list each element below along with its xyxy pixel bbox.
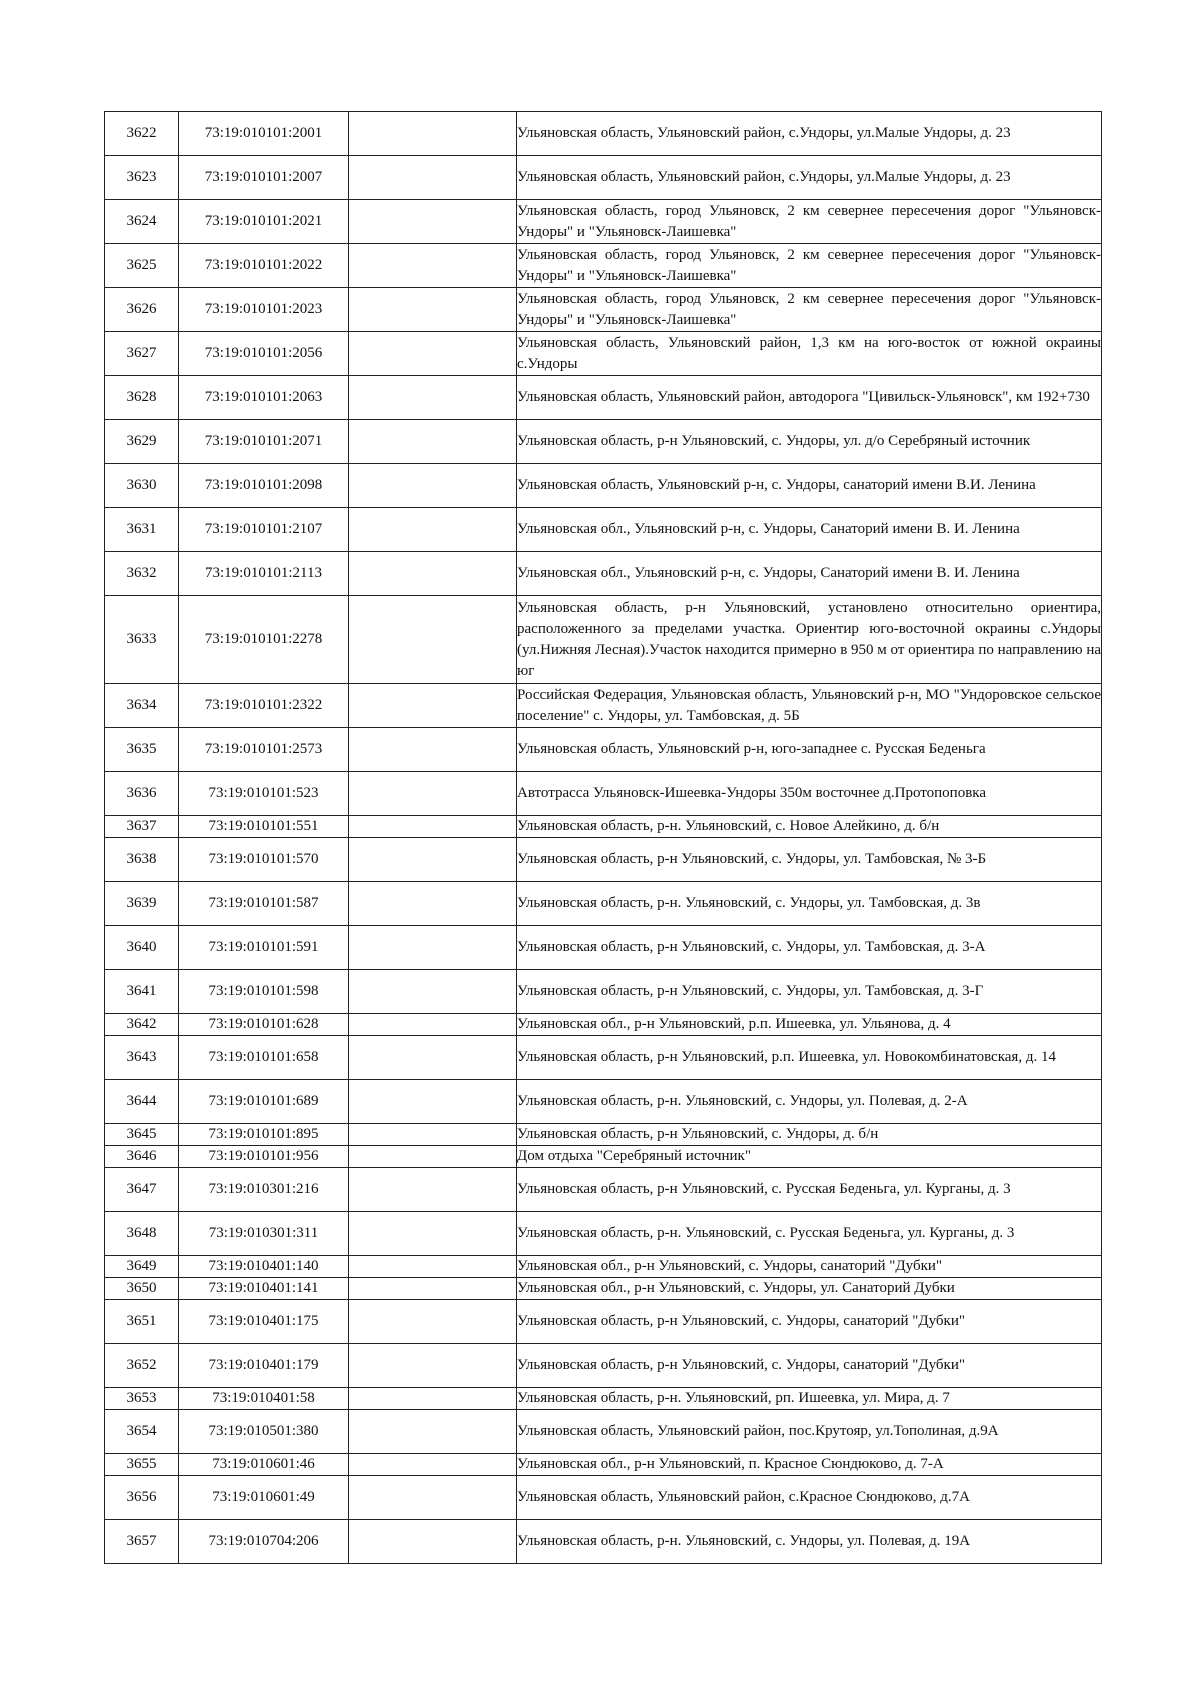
note-cell (349, 464, 517, 508)
address-cell: Ульяновская область, Ульяновский район, 1,3 км на юго-восток от южной окраины с.Ундоры (517, 332, 1102, 376)
cadastral-number-cell: 73:19:010301:216 (179, 1168, 349, 1212)
address-cell: Ульяновская область, р-н. Ульяновский, с. Русская Беденьга, ул. Курганы, д. 3 (517, 1212, 1102, 1256)
cadastral-number-cell: 73:19:010101:2278 (179, 596, 349, 684)
cadastral-number-cell: 73:19:010601:46 (179, 1454, 349, 1476)
note-cell (349, 1080, 517, 1124)
row-number-cell: 3637 (105, 816, 179, 838)
table-row (105, 1080, 1102, 1124)
cadastral-number-cell: 73:19:010601:49 (179, 1476, 349, 1520)
address-cell: Ульяновская область, р-н Ульяновский, установлено относительно ориентира, расположенного за пределами участка. Ориентир юго-восточной окраины с.Ундоры (ул.Нижняя Лесная).Участок находится примерно в 950 м от ориентира по направлению на юг (517, 596, 1102, 684)
table-row (105, 508, 1102, 552)
note-cell (349, 816, 517, 838)
note-cell (349, 1278, 517, 1300)
row-number-cell: 3652 (105, 1344, 179, 1388)
table-row (105, 1300, 1102, 1344)
table-row (105, 1146, 1102, 1168)
note-cell (349, 112, 517, 156)
cadastral-number-cell: 73:19:010101:956 (179, 1146, 349, 1168)
table-row (105, 420, 1102, 464)
address-cell: Ульяновская область, р-н Ульяновский, с. Ундоры, ул. Тамбовская, № 3-Б (517, 838, 1102, 882)
table-row (105, 112, 1102, 156)
row-number-cell: 3644 (105, 1080, 179, 1124)
table-row (105, 1168, 1102, 1212)
cadastral-number-cell: 73:19:010301:311 (179, 1212, 349, 1256)
table-body (105, 112, 1102, 1564)
table-row (105, 156, 1102, 200)
address-cell: Ульяновская область, Ульяновский район, с.Красное Сюндюково, д.7А (517, 1476, 1102, 1520)
cadastral-number-cell: 73:19:010704:206 (179, 1520, 349, 1564)
note-cell (349, 838, 517, 882)
address-cell: Ульяновская область, Ульяновский р-н, с. Ундоры, санаторий имени В.И. Ленина (517, 464, 1102, 508)
row-number-cell: 3624 (105, 200, 179, 244)
row-number-cell: 3640 (105, 926, 179, 970)
note-cell (349, 970, 517, 1014)
note-cell (349, 508, 517, 552)
table-row (105, 1256, 1102, 1278)
row-number-cell: 3638 (105, 838, 179, 882)
note-cell (349, 1454, 517, 1476)
row-number-cell: 3657 (105, 1520, 179, 1564)
cadastral-number-cell: 73:19:010101:2098 (179, 464, 349, 508)
table-row (105, 882, 1102, 926)
address-cell: Ульяновская область, р-н Ульяновский, с. Ундоры, санаторий "Дубки" (517, 1300, 1102, 1344)
note-cell (349, 882, 517, 926)
cadastral-number-cell: 73:19:010101:658 (179, 1036, 349, 1080)
address-cell: Ульяновская область, р-н Ульяновский, с. Ундоры, д. б/н (517, 1124, 1102, 1146)
row-number-cell: 3633 (105, 596, 179, 684)
address-cell: Ульяновская область, р-н Ульяновский, с. Ундоры, ул. Тамбовская, д. 3-Г (517, 970, 1102, 1014)
note-cell (349, 772, 517, 816)
note-cell (349, 288, 517, 332)
address-cell: Ульяновская область, Ульяновский район, с.Ундоры, ул.Малые Ундоры, д. 23 (517, 112, 1102, 156)
table-row (105, 552, 1102, 596)
table-row (105, 464, 1102, 508)
table-row (105, 596, 1102, 684)
address-cell: Ульяновская область, Ульяновский район, с.Ундоры, ул.Малые Ундоры, д. 23 (517, 156, 1102, 200)
row-number-cell: 3639 (105, 882, 179, 926)
note-cell (349, 684, 517, 728)
note-cell (349, 1146, 517, 1168)
row-number-cell: 3655 (105, 1454, 179, 1476)
row-number-cell: 3642 (105, 1014, 179, 1036)
row-number-cell: 3625 (105, 244, 179, 288)
address-cell: Автотрасса Ульяновск-Ишеевка-Ундоры 350м восточнее д.Протопоповка (517, 772, 1102, 816)
address-cell: Ульяновская область, р-н Ульяновский, р.п. Ишеевка, ул. Новокомбинатовская, д. 14 (517, 1036, 1102, 1080)
address-cell: Ульяновская обл., р-н Ульяновский, п. Красное Сюндюково, д. 7-А (517, 1454, 1102, 1476)
cadastral-number-cell: 73:19:010101:2113 (179, 552, 349, 596)
row-number-cell: 3648 (105, 1212, 179, 1256)
cadastral-number-cell: 73:19:010101:591 (179, 926, 349, 970)
cadastral-number-cell: 73:19:010101:2022 (179, 244, 349, 288)
table-row (105, 288, 1102, 332)
row-number-cell: 3628 (105, 376, 179, 420)
address-cell: Ульяновская область, р-н. Ульяновский, с. Ундоры, ул. Тамбовская, д. 3в (517, 882, 1102, 926)
cadastral-number-cell: 73:19:010101:598 (179, 970, 349, 1014)
cadastral-number-cell: 73:19:010101:2322 (179, 684, 349, 728)
cadastral-number-cell: 73:19:010101:895 (179, 1124, 349, 1146)
table-row (105, 1520, 1102, 1564)
table-row (105, 1344, 1102, 1388)
address-cell: Ульяновская область, р-н Ульяновский, с. Русская Беденьга, ул. Курганы, д. 3 (517, 1168, 1102, 1212)
land-registry-table (104, 111, 1102, 1564)
table-row (105, 1410, 1102, 1454)
table-row (105, 1454, 1102, 1476)
address-cell: Ульяновская область, город Ульяновск, 2 км севернее пересечения дорог "Ульяновск-Ундоры" и "Ульяновск-Лаишевка" (517, 244, 1102, 288)
row-number-cell: 3641 (105, 970, 179, 1014)
cadastral-number-cell: 73:19:010101:2071 (179, 420, 349, 464)
cadastral-number-cell: 73:19:010401:175 (179, 1300, 349, 1344)
note-cell (349, 1168, 517, 1212)
table-row (105, 1036, 1102, 1080)
row-number-cell: 3622 (105, 112, 179, 156)
note-cell (349, 1410, 517, 1454)
cadastral-number-cell: 73:19:010101:2007 (179, 156, 349, 200)
row-number-cell: 3635 (105, 728, 179, 772)
row-number-cell: 3650 (105, 1278, 179, 1300)
cadastral-number-cell: 73:19:010101:2573 (179, 728, 349, 772)
note-cell (349, 156, 517, 200)
address-cell: Ульяновская область, р-н Ульяновский, с. Ундоры, ул. Тамбовская, д. 3-А (517, 926, 1102, 970)
note-cell (349, 926, 517, 970)
table-row (105, 376, 1102, 420)
cadastral-number-cell: 73:19:010101:523 (179, 772, 349, 816)
row-number-cell: 3653 (105, 1388, 179, 1410)
address-cell: Ульяновская область, р-н Ульяновский, с. Ундоры, ул. д/о Серебряный источник (517, 420, 1102, 464)
table-row (105, 838, 1102, 882)
note-cell (349, 1124, 517, 1146)
row-number-cell: 3623 (105, 156, 179, 200)
address-cell: Ульяновская область, р-н. Ульяновский, рп. Ишеевка, ул. Мира, д. 7 (517, 1388, 1102, 1410)
table-row (105, 332, 1102, 376)
row-number-cell: 3629 (105, 420, 179, 464)
note-cell (349, 1256, 517, 1278)
row-number-cell: 3630 (105, 464, 179, 508)
row-number-cell: 3631 (105, 508, 179, 552)
cadastral-number-cell: 73:19:010101:551 (179, 816, 349, 838)
row-number-cell: 3651 (105, 1300, 179, 1344)
row-number-cell: 3627 (105, 332, 179, 376)
address-cell: Ульяновская область, р-н. Ульяновский, с. Ундоры, ул. Полевая, д. 2-А (517, 1080, 1102, 1124)
cadastral-number-cell: 73:19:010401:141 (179, 1278, 349, 1300)
row-number-cell: 3654 (105, 1410, 179, 1454)
address-cell: Ульяновская обл., р-н Ульяновский, с. Ундоры, санаторий "Дубки" (517, 1256, 1102, 1278)
note-cell (349, 728, 517, 772)
row-number-cell: 3632 (105, 552, 179, 596)
note-cell (349, 1300, 517, 1344)
row-number-cell: 3646 (105, 1146, 179, 1168)
address-cell: Ульяновская область, город Ульяновск, 2 км севернее пересечения дорог "Ульяновск-Ундоры" и "Ульяновск-Лаишевка" (517, 200, 1102, 244)
note-cell (349, 376, 517, 420)
note-cell (349, 1388, 517, 1410)
row-number-cell: 3656 (105, 1476, 179, 1520)
table-row (105, 1476, 1102, 1520)
address-cell: Ульяновская обл., Ульяновский р-н, с. Ундоры, Санаторий имени В. И. Ленина (517, 508, 1102, 552)
note-cell (349, 332, 517, 376)
note-cell (349, 1520, 517, 1564)
cadastral-number-cell: 73:19:010101:628 (179, 1014, 349, 1036)
note-cell (349, 1476, 517, 1520)
note-cell (349, 1344, 517, 1388)
note-cell (349, 596, 517, 684)
row-number-cell: 3647 (105, 1168, 179, 1212)
address-cell: Ульяновская область, город Ульяновск, 2 км севернее пересечения дорог "Ульяновск-Ундоры" и "Ульяновск-Лаишевка" (517, 288, 1102, 332)
table-row (105, 970, 1102, 1014)
cadastral-number-cell: 73:19:010101:587 (179, 882, 349, 926)
address-cell: Дом отдыха "Серебряный источник" (517, 1146, 1102, 1168)
row-number-cell: 3643 (105, 1036, 179, 1080)
cadastral-number-cell: 73:19:010401:140 (179, 1256, 349, 1278)
address-cell: Ульяновская обл., Ульяновский р-н, с. Ундоры, Санаторий имени В. И. Ленина (517, 552, 1102, 596)
table-row (105, 926, 1102, 970)
note-cell (349, 200, 517, 244)
cadastral-number-cell: 73:19:010101:2056 (179, 332, 349, 376)
row-number-cell: 3649 (105, 1256, 179, 1278)
table-row (105, 1212, 1102, 1256)
address-cell: Ульяновская область, Ульяновский район, пос.Крутояр, ул.Тополиная, д.9А (517, 1410, 1102, 1454)
row-number-cell: 3626 (105, 288, 179, 332)
table-row (105, 244, 1102, 288)
address-cell: Ульяновская область, Ульяновский р-н, юго-западнее с. Русская Беденьга (517, 728, 1102, 772)
table-row (105, 728, 1102, 772)
table-row (105, 1014, 1102, 1036)
row-number-cell: 3645 (105, 1124, 179, 1146)
address-cell: Ульяновская обл., р-н Ульяновский, с. Ундоры, ул. Санаторий Дубки (517, 1278, 1102, 1300)
table-row (105, 772, 1102, 816)
table-row (105, 200, 1102, 244)
note-cell (349, 1036, 517, 1080)
cadastral-number-cell: 73:19:010101:689 (179, 1080, 349, 1124)
address-cell: Ульяновская область, р-н. Ульяновский, с. Ундоры, ул. Полевая, д. 19А (517, 1520, 1102, 1564)
table-row (105, 816, 1102, 838)
note-cell (349, 552, 517, 596)
note-cell (349, 420, 517, 464)
table-row (105, 1124, 1102, 1146)
cadastral-number-cell: 73:19:010101:2063 (179, 376, 349, 420)
cadastral-number-cell: 73:19:010101:2023 (179, 288, 349, 332)
row-number-cell: 3634 (105, 684, 179, 728)
cadastral-number-cell: 73:19:010401:58 (179, 1388, 349, 1410)
table-row (105, 1388, 1102, 1410)
address-cell: Ульяновская обл., р-н Ульяновский, р.п. Ишеевка, ул. Ульянова, д. 4 (517, 1014, 1102, 1036)
cadastral-number-cell: 73:19:010101:2001 (179, 112, 349, 156)
cadastral-number-cell: 73:19:010101:570 (179, 838, 349, 882)
cadastral-number-cell: 73:19:010401:179 (179, 1344, 349, 1388)
note-cell (349, 244, 517, 288)
table-row (105, 1278, 1102, 1300)
note-cell (349, 1212, 517, 1256)
row-number-cell: 3636 (105, 772, 179, 816)
address-cell: Российская Федерация, Ульяновская область, Ульяновский р-н, МО "Ундоровское сельское поселение" с. Ундоры, ул. Тамбовская, д. 5Б (517, 684, 1102, 728)
cadastral-number-cell: 73:19:010501:380 (179, 1410, 349, 1454)
table-row (105, 684, 1102, 728)
address-cell: Ульяновская область, р-н. Ульяновский, с. Новое Алейкино, д. б/н (517, 816, 1102, 838)
cadastral-number-cell: 73:19:010101:2107 (179, 508, 349, 552)
address-cell: Ульяновская область, Ульяновский район, автодорога "Цивильск-Ульяновск", км 192+730 (517, 376, 1102, 420)
address-cell: Ульяновская область, р-н Ульяновский, с. Ундоры, санаторий "Дубки" (517, 1344, 1102, 1388)
note-cell (349, 1014, 517, 1036)
cadastral-number-cell: 73:19:010101:2021 (179, 200, 349, 244)
